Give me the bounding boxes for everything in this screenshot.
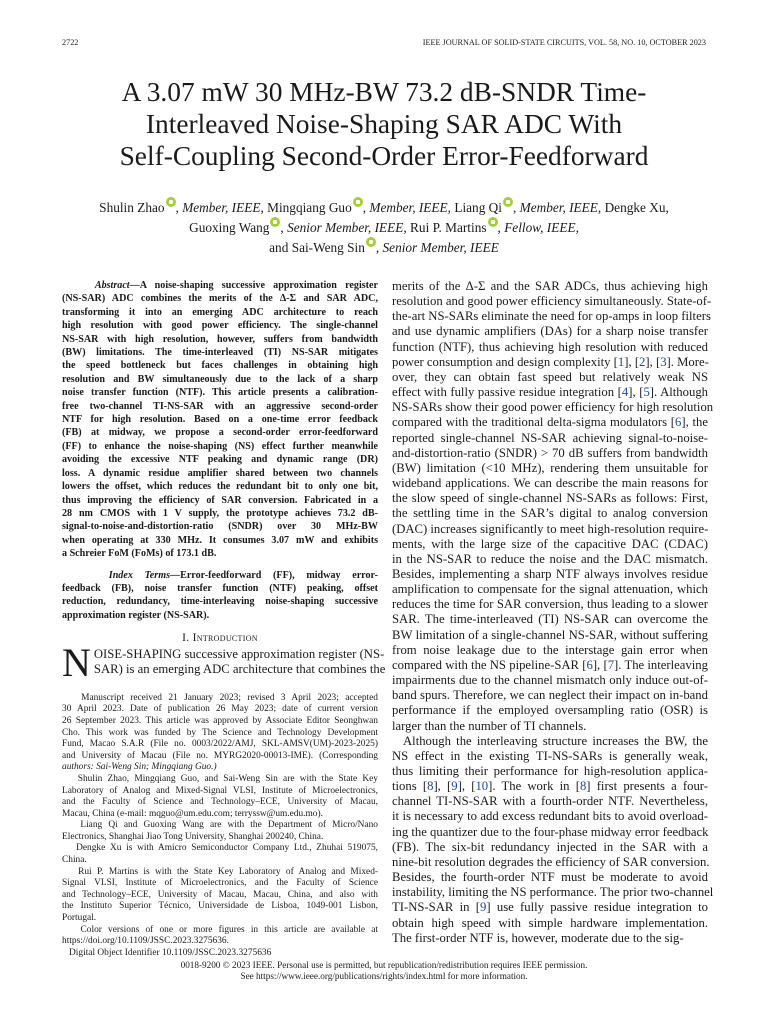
footnote-line: and University of Macau (File no. MYRG2020-00013-IME). (Corresponding bbox=[62, 750, 378, 761]
abstract-line: loss. A dynamic residue amplifier shared between two channels bbox=[62, 467, 378, 479]
author-role: Senior Member, IEEE bbox=[287, 220, 404, 235]
body-line: obtain high speed with simple hardware implementation. bbox=[392, 915, 708, 930]
author-role: Fellow, IEEE, bbox=[504, 220, 579, 235]
author-role: Member, IEEE bbox=[369, 200, 448, 215]
abstract-label: Abstract bbox=[94, 280, 130, 291]
author-role: Member, IEEE bbox=[519, 200, 598, 215]
orcid-icon[interactable] bbox=[166, 197, 176, 207]
footnotes bbox=[62, 693, 378, 960]
body-line: channel TI-NS-SAR with a fourth-order NTF. Nevertheless, bbox=[392, 794, 708, 809]
body-line: reduces the time for SAR conversion, thus leading to a slower bbox=[392, 597, 708, 612]
author-name: Mingqiang Guo bbox=[267, 200, 352, 215]
body-line: reported single-channel NS-SAR achieving signal-to-noise- bbox=[392, 430, 708, 445]
body-line: (BW) limitation (<10 MHz), rendering them unsuitable for bbox=[392, 460, 708, 475]
footnote-line: the Instituto Superior Técnico, Universidade de Lisboa, 1049-001 Lisbon, bbox=[62, 901, 378, 912]
abstract-line: NTF for high resolution. Based on a one-time error feedback bbox=[62, 414, 378, 426]
abstract-line: thus improving the efficiency of SAR conversion. Fabricated in a bbox=[62, 494, 378, 506]
intro-paragraph bbox=[62, 640, 386, 686]
abstract-line: the speed bottleneck but faces challenges in obtaining high bbox=[62, 360, 378, 372]
footnote-line: China. bbox=[62, 855, 87, 866]
reference-link[interactable]: 4 bbox=[621, 385, 629, 400]
footnote-line: 30 April 2023. Date of publication 26 May 2023; date of current version bbox=[62, 704, 378, 715]
body-line: The first-order NTF is, however, moderate due to the sig- bbox=[392, 930, 684, 945]
abstract-line: lowers the offset, which reduces the redundant bit to only one bit, bbox=[62, 481, 378, 493]
body-line: instability, limiting the NS performance. The prior two-channel bbox=[392, 885, 714, 900]
intro-line: SAR) is an emerging ADC architecture that combines the bbox=[93, 662, 386, 677]
reference-link[interactable]: 5 bbox=[643, 385, 650, 400]
footnote-line: Liang Qi and Guoxing Wang are with the Department of Micro/Nano bbox=[80, 820, 378, 831]
abstract-line: (FB) at midway, we propose a second-order error-feedforward bbox=[62, 427, 378, 439]
abstract-line: signal-to-noise-and-distortion-ratio (SNDR) over 30 MHz-BW bbox=[62, 521, 378, 533]
body-line: thus limiting their performance for high-resolution applica- bbox=[392, 764, 708, 778]
footnote-line: Fund, Macao S.A.R (File no. 0003/2022/AMJ, SKL-AMSV(UM)-2023-2025) bbox=[62, 739, 378, 750]
reference-link[interactable]: 3 bbox=[660, 354, 667, 369]
body-line: ing the quantizer due to the four-phase midway error feedback bbox=[392, 824, 709, 839]
footnote-line: and Technology–ECE, University of Macau, Macau, China, and also with bbox=[62, 889, 378, 900]
reference-link[interactable]: 9 bbox=[451, 779, 458, 794]
drop-cap: N bbox=[62, 640, 91, 686]
reference-link[interactable]: 10 bbox=[475, 779, 489, 794]
left-column bbox=[62, 279, 386, 959]
abstract-line: (FF) to enhance the noise-shaping (NS) effect further meanwhile bbox=[62, 440, 378, 452]
body-line: (FB). The six-bit redundancy injected in the SAR with a bbox=[392, 839, 708, 854]
title-line: Self-Coupling Second-Order Error-Feedforward bbox=[119, 141, 649, 171]
reference-link[interactable]: 6 bbox=[675, 415, 682, 430]
author-name: Liang Qi bbox=[454, 200, 502, 215]
abstract-line: transforming it into an emerging ADC architecture to reach bbox=[62, 306, 378, 318]
body-line: wideband applications. We can describe the main reasons for bbox=[392, 476, 708, 491]
footnote-line: Dengke Xu is with Amicro Semiconductor Company Ltd., Zhuhai 519075, bbox=[76, 843, 378, 854]
footnote-paragraph bbox=[62, 693, 378, 774]
body-line: Besides, the fourth-order NTF must be moderate to avoid bbox=[392, 870, 708, 885]
abstract-line: resolution and BW simultaneously due to the lack of a sharp bbox=[62, 373, 378, 385]
abstract-line: Abstract—A noise-shaping successive approximation register bbox=[94, 280, 378, 291]
footnote-line: and the Faculty of Science and Technology–ECE, University of Macau, bbox=[62, 797, 378, 808]
body-line: TI-NS-SAR in [9] use fully passive residue integration to bbox=[392, 900, 708, 915]
body-line: and-distortion-ratio (SNDR) > 70 dB suffers from bandwidth bbox=[392, 445, 708, 460]
footnote-paragraph bbox=[62, 925, 378, 948]
footer-line: See https://www.ieee.org/publications/rights/index.html for more information. bbox=[240, 971, 528, 981]
body-line: in the NS-SAR to reduce the noise and the DAC mismatch. bbox=[392, 551, 708, 566]
body-line: nine-bit resolution degrades the efficiency of SAR conversion. bbox=[392, 854, 710, 869]
footnote-line: Electronics, Shanghai Jiao Tong University, Shanghai 200240, China. bbox=[62, 831, 324, 842]
body-line: Although the interleaving structure increases the BW, the bbox=[403, 733, 708, 748]
reference-link[interactable]: 2 bbox=[639, 354, 646, 369]
footnote-line: Manuscript received 21 January 2023; revised 3 April 2023; accepted bbox=[81, 692, 378, 703]
author-role: Senior Member, IEEE bbox=[382, 240, 499, 255]
body-line: the slow speed of single-channel NS-SARs as follows: First, bbox=[392, 491, 708, 506]
footnote-paragraph bbox=[62, 867, 378, 925]
index-terms-line: reduction, redundancy, time-interleaving noise-shaping successive bbox=[62, 596, 378, 608]
abstract-line: noise transfer function (NTF). This article presents a calibration- bbox=[62, 387, 378, 399]
orcid-icon[interactable] bbox=[488, 217, 498, 227]
index-terms-line: Index Terms—Error-feedforward (FF), midway error- bbox=[108, 569, 378, 581]
section-heading bbox=[62, 631, 378, 645]
abstract-line: a Schreier FoM (FoMs) of 173.1 dB. bbox=[62, 548, 217, 560]
footnote-line: 26 September 2023. This article was approved by Associate Editor Seonghwan bbox=[62, 715, 378, 726]
index-terms bbox=[62, 569, 378, 623]
abstract-line: NS-SAR with high resolution, however, suffers from bandwidth bbox=[62, 333, 378, 345]
footnote-line: Portugal. bbox=[62, 913, 97, 924]
abstract-line: 28 nm CMOS with 1 V supply, the prototype achieves 73.2 dB- bbox=[62, 507, 378, 519]
orcid-icon[interactable] bbox=[353, 197, 363, 207]
orcid-icon[interactable] bbox=[503, 197, 513, 207]
right-column bbox=[392, 279, 714, 946]
orcid-icon[interactable] bbox=[366, 237, 376, 247]
author-name: Shulin Zhao bbox=[99, 200, 165, 215]
footnote-paragraph bbox=[62, 948, 378, 960]
title-line: Interleaved Noise-Shaping SAR ADC With bbox=[145, 109, 623, 139]
author-list bbox=[40, 197, 728, 257]
abstract-line: free two-channel TI-NS-SAR with an aggressive second-order bbox=[62, 400, 378, 412]
footnote-line: Laboratory of Analog and Mixed-Signal VLSI, Institute of Microelectronics, bbox=[62, 785, 378, 796]
body-line: compared with the traditional delta-sigma modulators [6], the bbox=[392, 415, 708, 430]
body-line: amplification to compensate for the signal attenuation, which bbox=[392, 582, 708, 597]
author-name: Guoxing Wang bbox=[189, 220, 270, 235]
body-line: Besides, implementing a sharp NTF always involves residue bbox=[392, 566, 708, 581]
index-terms-line: approximation register (NS-SAR). bbox=[62, 609, 210, 621]
footer-line: 0018-9200 © 2023 IEEE. Personal use is permitted, but republication/redistribution requires IEEE permission. bbox=[180, 960, 588, 970]
author-name: Sai-Weng Sin bbox=[291, 240, 365, 255]
abstract-line: (NS-SAR) ADC combines the merits of the Δ-Σ and SAR ADC, bbox=[62, 293, 378, 305]
author-name: Dengke Xu, bbox=[604, 200, 669, 215]
index-terms-label: Index Terms bbox=[108, 569, 170, 581]
author-conjunction: and bbox=[269, 240, 292, 255]
abstract-line: (BW) limitations. The time-interleaved (TI) NS-SAR mitigates bbox=[62, 347, 378, 359]
body-line: and use dynamic amplifiers (DAs) for a sharp noise transfer bbox=[392, 324, 708, 339]
paper-title bbox=[40, 76, 728, 172]
footnote-line: Rui P. Martins is with the State Key Laboratory of Analog and Mixed- bbox=[78, 866, 379, 877]
reference-link[interactable]: 7 bbox=[607, 657, 615, 672]
body-line: from noise leakage due to the interstage gain error when bbox=[392, 642, 708, 657]
running-header bbox=[62, 38, 706, 50]
footnote-line: authors: Sai-Weng Sin; Mingqiang Guo.) bbox=[62, 762, 217, 773]
body-line: over, they can obtain fast speed but relatively weak NS bbox=[392, 369, 708, 384]
author-line: Guoxing Wang , Senior Member, IEEE, Rui P. Martins , Fellow, IEEE, bbox=[40, 217, 728, 237]
footnote-line: Signal VLSI, Institute of Microelectronics, and the Faculty of Science bbox=[62, 878, 378, 889]
body-line: impairments due to the channel mismatch only induce out-of- bbox=[392, 673, 708, 688]
body-line: BW limitation of a single-channel NS-SAR, without suffering bbox=[392, 627, 708, 642]
footnote-line: Digital Object Identifier 10.1109/JSSC.2023.3275636 bbox=[69, 947, 272, 958]
author-role: Member, IEEE bbox=[182, 200, 261, 215]
author-line: and Sai-Weng Sin , Senior Member, IEEE bbox=[40, 237, 728, 257]
body-line: it is necessary to add excess redundant bits to avoid overload- bbox=[392, 809, 708, 824]
orcid-icon[interactable] bbox=[270, 217, 280, 227]
footnote-paragraph bbox=[62, 774, 378, 820]
page-number: 2722 bbox=[62, 38, 79, 47]
body-line: NS effect in the existing TI-NS-SARs is generally weak, bbox=[392, 748, 708, 763]
author-line: Shulin Zhao , Member, IEEE, Mingqiang Guo , Member, IEEE, Liang Qi , Member, IEEE, Dengke Xu, bbox=[40, 197, 728, 217]
reference-link[interactable]: 9 bbox=[480, 900, 487, 915]
abstract bbox=[62, 279, 378, 561]
footnote-line: Cho. This work was funded by The Science and Technology Development bbox=[62, 727, 378, 738]
body-line: band spurs. Therefore, we can neglect their impact on in-band bbox=[392, 688, 708, 703]
title-line: A 3.07 mW 30 MHz-BW 73.2 dB-SNDR Time- bbox=[121, 77, 647, 107]
reference-link[interactable]: 1 bbox=[617, 354, 625, 369]
reference-link[interactable]: 6 bbox=[586, 657, 593, 672]
body-line: function (NTF), thus achieving high resolution with reduced bbox=[392, 339, 708, 354]
footnote-line: Color versions of one or more figures in this article are available at bbox=[80, 924, 378, 935]
footnote-paragraph bbox=[62, 820, 378, 843]
abstract-line: when operating at 330 MHz. It consumes 3.07 mW and exhibits bbox=[62, 534, 378, 546]
abstract-line: avoiding the excessive NTF peaking and dynamic range (DR) bbox=[62, 454, 378, 466]
body-line: ments, with the large size of the capacitive DAC (CDAC) bbox=[392, 536, 708, 551]
journal-citation: IEEE JOURNAL OF SOLID-STATE CIRCUITS, VOL. 58, NO. 10, OCTOBER 2023 bbox=[422, 38, 706, 47]
body-line: the settling time in the SAR’s digital to analog conversion bbox=[392, 506, 708, 521]
copyright-footer bbox=[62, 960, 706, 982]
intro-line: OISE-SHAPING successive approximation register (NS- bbox=[93, 647, 385, 662]
body-line: merits of the Δ-Σ and the SAR ADCs, thus achieving high bbox=[392, 279, 708, 293]
section-numeral: I. bbox=[182, 632, 190, 645]
body-line: power consumption and design complexity [1], [2], [3]. More- bbox=[392, 354, 709, 369]
body-line: performance if the employed oversampling ratio (OSR) is bbox=[392, 703, 708, 718]
footnote-line: Shulin Zhao, Mingqiang Guo, and Sai-Weng Sin are with the State Key bbox=[77, 773, 378, 784]
body-line: compared with the NS pipeline-SAR [6], [7]. The interleaving bbox=[392, 657, 708, 672]
reference-link[interactable]: 8 bbox=[579, 779, 587, 794]
footnote-line: Macau, China (e-mail: mqguo@um.edu.com; terryssw@um.edu.mo). bbox=[62, 808, 323, 819]
body-line: SAR. The time-interleaved (TI) NS-SAR can overcome the bbox=[392, 612, 708, 627]
body-line: resolution and good power efficiency simultaneously. State-of- bbox=[392, 294, 712, 309]
body-line: tions [8], [9], [10]. The work in [8] first presents a four- bbox=[392, 779, 708, 794]
section-name: Introduction bbox=[192, 632, 258, 645]
body-line: the-art NS-SARs eliminate the need for op-amps in loop filters bbox=[392, 309, 711, 324]
footnote-doi-link[interactable]: https://doi.org/10.1109/JSSC.2023.3275636. bbox=[62, 936, 229, 947]
reference-link[interactable]: 8 bbox=[427, 779, 434, 794]
author-name: Rui P. Martins bbox=[410, 220, 487, 235]
body-line: NS-SARs show their good power efficiency for high resolution bbox=[392, 400, 714, 415]
body-line: larger than the number of TI channels. bbox=[392, 718, 587, 733]
body-line: (DAC) increases significantly to meet high-resolution require- bbox=[392, 521, 709, 536]
index-terms-line: feedback (FB), noise transfer function (NTF) peaking, offset bbox=[62, 582, 378, 594]
footnote-paragraph bbox=[62, 843, 378, 866]
body-line: effect with fully passive residue integration [4], [5]. Although bbox=[392, 385, 709, 400]
abstract-line: high resolution with good power efficiency. The single-channel bbox=[62, 320, 378, 332]
